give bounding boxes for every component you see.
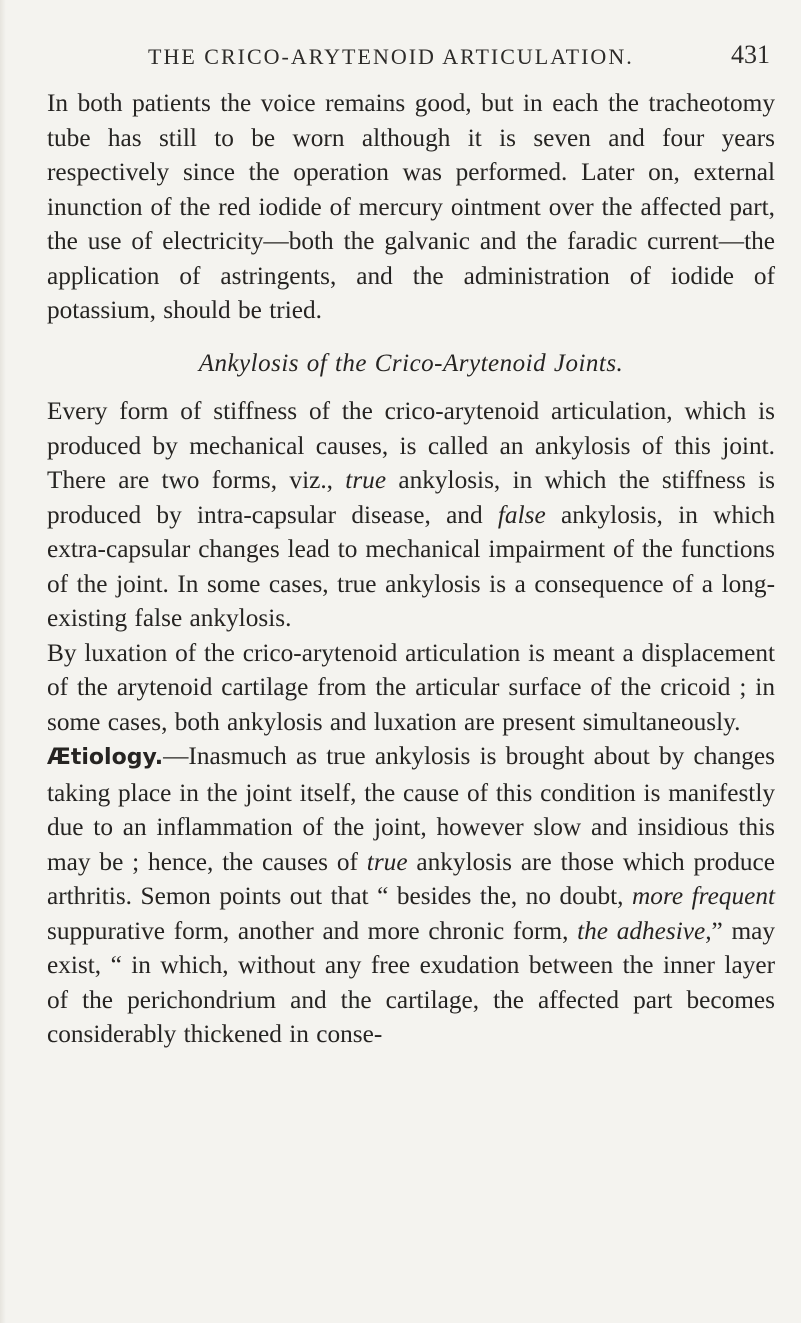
page-edge-shadow	[0, 0, 6, 1323]
body-text	[47, 86, 775, 1052]
paragraph-ankylosis-definition	[47, 394, 775, 636]
running-head: THE CRICO-ARYTENOID ARTICULATION.	[148, 44, 634, 69]
italic-term: false	[497, 500, 546, 529]
text-run: ankylosis, in which the stiffness is produced by intra-capsular disease, and	[47, 466, 775, 529]
italic-term: more frequent	[632, 882, 775, 910]
paragraph-luxation: By luxation of the crico-arytenoid articulation is meant a displacement of the arytenoid cartilage from the articular surface of the cricoid ; in some cases, both ankylosis and luxation are present simultaneously.	[47, 638, 775, 736]
text-run: ankylosis, in which extra-capsular changes lead to mechanical impairment of the functions of the joint. In some cases, true ankylosis is a consequence of a long-existing false ankylosis.	[47, 500, 775, 632]
section-title: Ankylosis of the Crico-Arytenoid Joints.	[198, 349, 624, 377]
italic-term: true	[345, 466, 387, 494]
italic-term: the adhesive,	[577, 916, 712, 945]
etiology-heading: Ætiology.	[47, 745, 164, 770]
text-run: —Inasmuch as true ankylosis is brought about by changes taking place in the joint itself, the cause of this condition is manifestly due to an inflammation of the joint, however slow and insidious this may be ; hence, the causes of	[47, 742, 775, 876]
text-run: ” may exist, “ in which, without any free exudation between the inner layer of the perichondrium and the cartilage, the affected part becomes considerably thickened in conse-	[47, 916, 776, 1048]
text-run: Every form of stiffness of the crico-arytenoid articulation, which is produced by mechanical causes, is called an ankylosis of this joint. There are two forms, viz.,	[47, 397, 775, 494]
paragraph-etiology	[47, 739, 775, 1052]
text-run: suppurative form, another and more chronic form,	[47, 916, 578, 945]
text-run: ankylosis are those which produce arthritis. Semon points out that “ besides the, no doubt,	[47, 847, 775, 910]
paragraph-treatment: In both patients the voice remains good, but in each the tracheotomy tube has still to be worn although it is seven and four years respectively since the operation was performed. Later on, external inunction of the red iodide of mercury ointment over the affected part, the use of electricity—both the galvanic and the faradic current—the application of astringents, and the administration of iodide of potassium, should be tried.	[47, 89, 775, 324]
page-number: 431	[731, 40, 770, 69]
italic-term: true	[366, 847, 408, 876]
